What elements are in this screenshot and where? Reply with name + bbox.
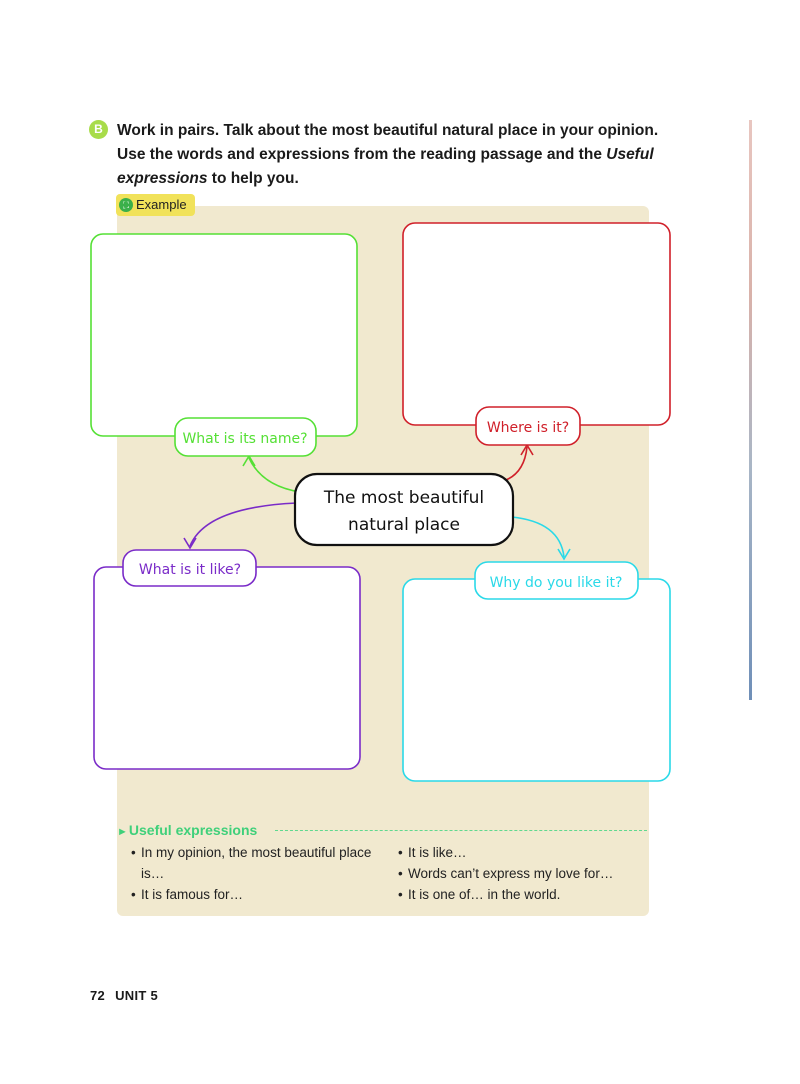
connector-name — [249, 458, 300, 492]
instruction-line-3: to help you. — [211, 170, 299, 187]
expression-item: • It is one of… in the world. — [398, 884, 658, 905]
name-box — [91, 234, 357, 436]
where-prompt: Where is it? — [486, 420, 570, 436]
expression-item: • Words can’t express my love for… — [398, 863, 658, 884]
center-node-line-1: The most beautiful — [323, 488, 485, 508]
useful-expressions-title — [117, 822, 257, 838]
useful-column-right — [398, 842, 658, 905]
page-number: 72 — [90, 988, 106, 1003]
like-box — [94, 567, 360, 769]
expression-item: • It is like… — [398, 842, 658, 863]
useful-column-left — [131, 842, 381, 905]
why-box — [403, 579, 670, 781]
instruction-line-1: Work in pairs. Talk about the most beautiful natural place in your opinion. — [117, 122, 659, 139]
why-prompt: Why do you like it? — [489, 575, 623, 591]
where-box — [403, 223, 670, 425]
example-icon: ⛶ — [119, 198, 133, 212]
connector-name-arrowhead — [243, 456, 255, 466]
name-prompt: What is its name? — [182, 431, 308, 447]
expression-item: • It is famous for… — [131, 884, 381, 905]
instruction-line-2: Use the words and expressions from the reading passage and the — [117, 146, 602, 163]
expression-item: • In my opinion, the most beautiful place is… — [131, 842, 381, 884]
unit-label: UNIT 5 — [115, 988, 159, 1003]
arrow-right-icon: ► — [117, 826, 128, 838]
connector-like-arrowhead — [184, 538, 196, 548]
like-prompt: What is it like? — [138, 562, 242, 578]
useful-title-text: Useful expressions — [128, 822, 258, 838]
example-label: Example — [136, 197, 187, 212]
connector-like — [190, 503, 297, 546]
instruction-useful-italic: Useful — [606, 146, 654, 163]
instruction-expressions-italic: expressions — [117, 170, 208, 187]
task-badge: B — [89, 120, 108, 139]
center-node-line-2: natural place — [348, 515, 460, 535]
connector-why — [512, 517, 564, 557]
page-footer — [90, 988, 158, 1003]
useful-divider — [275, 830, 647, 831]
